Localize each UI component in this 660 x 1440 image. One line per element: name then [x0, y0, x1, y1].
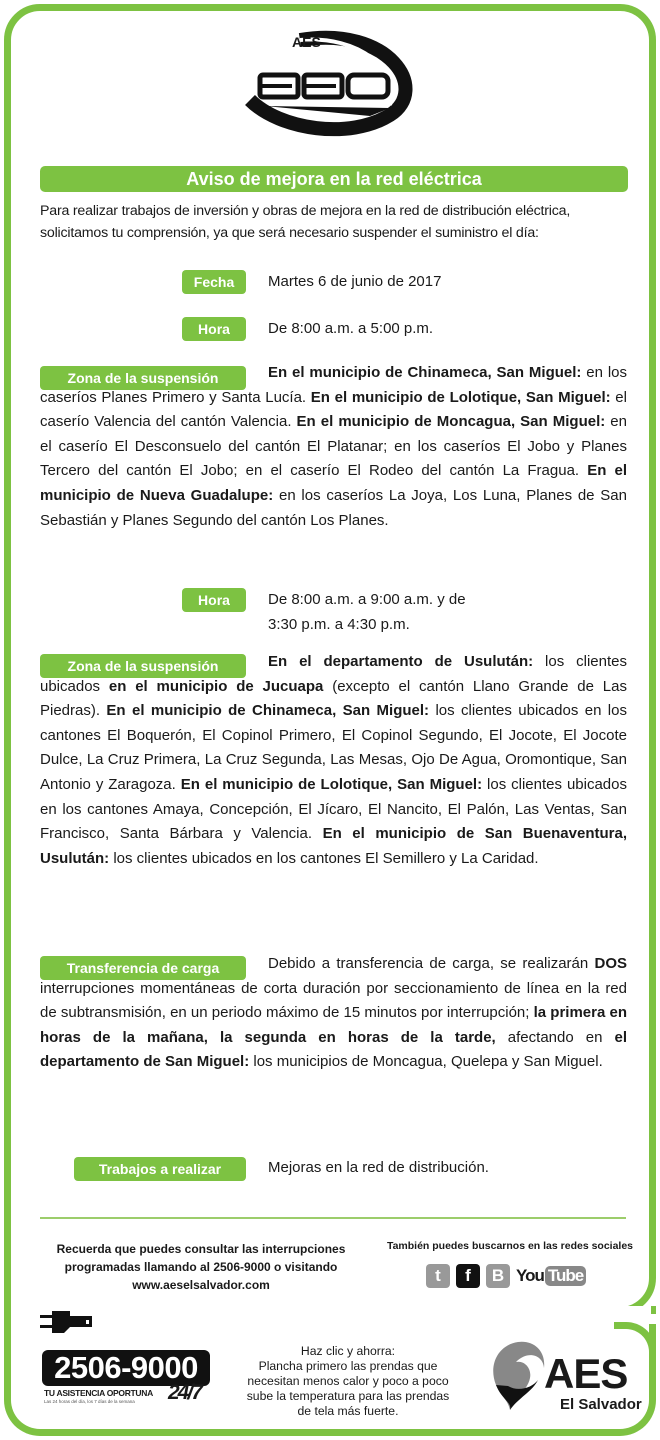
phone-number[interactable]: 2506-9000	[42, 1350, 210, 1386]
date-label: Fecha	[182, 270, 246, 294]
bold-location: En el municipio de San Buenaventura, Usulután:	[40, 825, 627, 867]
bold-location: el departamento de San Miguel:	[40, 1028, 628, 1071]
notice-title: Aviso de mejora en la red eléctrica	[40, 166, 628, 192]
remember-text	[36, 1240, 366, 1294]
bold-location: En el municipio de Nueva Guadalupe:	[40, 462, 627, 504]
youtube-you: You	[516, 1266, 544, 1285]
remember-line-1: Recuerda que puedes consultar las interrupciones	[56, 1242, 346, 1256]
bold-location: En el municipio de Lolotique, San Miguel:	[180, 775, 483, 793]
frame-gap-mask	[11, 1306, 651, 1322]
bold-location: En el municipio de Chinameca, San Miguel:	[268, 364, 582, 381]
assist-tagline: TU ASISTENCIA OPORTUNA	[44, 1388, 153, 1398]
work-value: Mejoras en la red de distribución.	[268, 1159, 489, 1176]
bold-location: En el municipio de Moncagua, San Miguel:	[296, 413, 606, 431]
hour-value-2a: De 8:00 a.m. a 9:00 a.m. y de	[268, 591, 466, 608]
website-link[interactable]: www.aeselsalvador.com	[132, 1278, 270, 1292]
intro-line-2: solicitamos tu comprensión, ya que será necesario suspender el suministro el día:	[40, 225, 539, 241]
text-segment: afectando en	[495, 1028, 615, 1046]
intro-line-1: Para realizar trabajos de inversión y obras de mejora en la red de distribución eléctrica,	[40, 203, 571, 219]
energy-tip	[226, 1344, 470, 1419]
tip-line-3: sube la temperatura para las prendas	[246, 1389, 450, 1403]
youtube-tube: Tube	[545, 1266, 586, 1286]
zone-label-2: Zona de la suspensión	[40, 654, 246, 678]
zone-label-1: Zona de la suspensión	[40, 366, 246, 390]
tip-title: Haz clic y ahorra:	[300, 1344, 396, 1358]
transfer-text	[40, 952, 627, 1075]
blogger-icon[interactable]: B	[486, 1264, 510, 1288]
intro-text	[40, 200, 630, 244]
date-value: Martes 6 de junio de 2017	[268, 273, 442, 290]
assist-subtitle: Las 24 horas del día, los 7 días de la semana	[44, 1399, 135, 1404]
plug-icon	[40, 1310, 100, 1339]
divider	[40, 1217, 626, 1219]
twentyfour-seven: 24/7	[168, 1381, 201, 1404]
tip-line-1: Plancha primero las prendas que	[258, 1359, 438, 1373]
bold-location: DOS	[594, 955, 627, 972]
zone-text-1	[40, 361, 627, 533]
bold-location: en el municipio de Jucuapa	[108, 677, 324, 695]
bold-location: En el municipio de Chinameca, San Miguel:	[106, 702, 430, 720]
text-segment: Debido a transferencia de carga, se realizarán	[268, 955, 595, 972]
hour-value-1: De 8:00 a.m. a 5:00 p.m.	[268, 320, 434, 337]
text-segment: los municipios de Moncagua, Quelepa y San Miguel.	[249, 1053, 603, 1071]
text-segment: en el caserío El Desconsuelo del cantón El Platanar; en los caseríos El Jobo y Planes Tercero del cantón El Jobo; en el caserío El Rodeo del cantón La Fragua.	[40, 413, 627, 480]
text-segment: interrupciones momentáneas de corta duración por seccionamiento de línea en la red de subtransmisión, en un periodo máximo de 15 minutos por interrupción;	[40, 979, 627, 1022]
hour-label-2: Hora	[182, 588, 246, 612]
bold-location: En el municipio de Lolotique, San Miguel:	[310, 388, 611, 406]
bold-location: En el departamento de Usulután:	[268, 653, 534, 670]
text-segment: en los caseríos Planes Primero y Santa Lucía.	[40, 364, 627, 406]
tip-line-4: de tela más fuerte.	[297, 1404, 399, 1418]
tip-line-2: necesitan menos calor y poco a poco	[247, 1374, 449, 1388]
work-label: Trabajos a realizar	[74, 1157, 246, 1181]
bold-location: la primera en horas de la mañana, la segunda en horas de la tarde,	[40, 1004, 627, 1046]
aes-brand: AES	[544, 1350, 628, 1397]
text-segment: en los caseríos La Joya, Los Luna, Planes de San Sebastián y Planes Segundo del cantón Los Planes.	[40, 486, 627, 529]
text-segment: los clientes ubicados en los cantones El Boquerón, El Copinol Primero, El Copinol Segundo, El Jocote, El Jocote Dulce, La Cruz Primera, La Cruz Segunda, Las Mesas, Ojo De Agua, Oromontique, San Antonio y Zaragoza.	[40, 702, 627, 793]
social-icons	[426, 1264, 586, 1288]
eeo-logo	[240, 30, 420, 140]
hour-value-2b: 3:30 p.m. a 4:30 p.m.	[268, 616, 410, 633]
text-segment: los clientes ubicados en los cantones El Semillero y La Caridad.	[109, 849, 539, 867]
text-segment: el caserío Valencia del cantón Valencia.	[40, 388, 627, 431]
twitter-icon[interactable]: t	[426, 1264, 450, 1288]
zone-text-2	[40, 650, 627, 871]
aes-country: El Salvador	[560, 1396, 642, 1413]
text-segment: los clientes ubicados en los cantones Amaya, Concepción, El Jícaro, El Nancito, El Palón, Las Ventas, San Francisco, Santa Bárbara y Valencia.	[40, 775, 627, 843]
youtube-icon[interactable]	[516, 1266, 586, 1286]
logo-brand: AES	[292, 34, 321, 50]
frame-gap-mask-right	[649, 1314, 657, 1324]
hour-label-1: Hora	[182, 317, 246, 341]
text-segment: los clientes ubicados	[40, 653, 627, 695]
transfer-label: Transferencia de carga	[40, 956, 246, 980]
social-title: También puedes buscarnos en las redes sociales	[386, 1240, 634, 1252]
facebook-icon[interactable]: f	[456, 1264, 480, 1288]
text-segment: (excepto el cantón Llano Grande de Las Piedras).	[40, 677, 627, 720]
remember-line-2: programadas llamando al 2506-9000 o visitando	[64, 1260, 338, 1274]
